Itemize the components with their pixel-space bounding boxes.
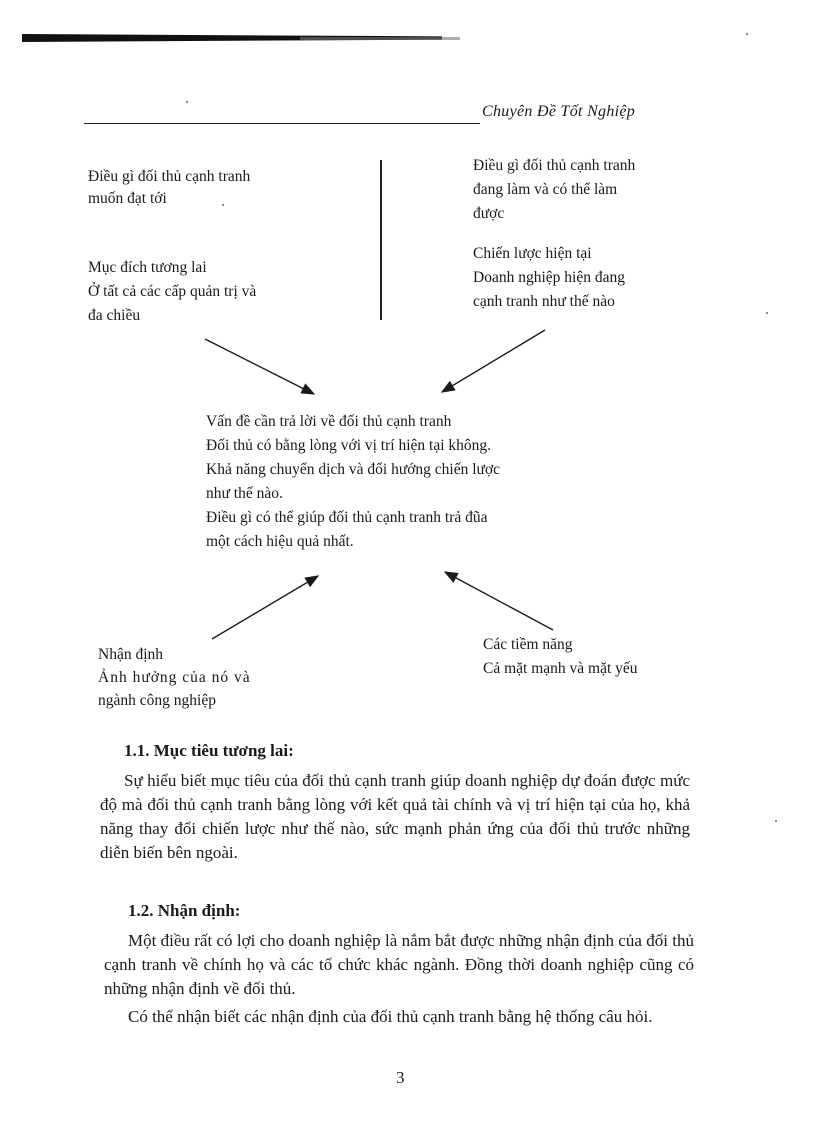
text-line: như thế nào.: [206, 485, 283, 502]
text-line: Ảnh hưởng của nó và: [98, 669, 251, 686]
arrow-bottom-left: [212, 576, 318, 639]
paragraph: Sự hiểu biết mục tiêu của đối thủ cạnh tranh giúp doanh nghiệp dự đoán được mức độ mà đối thủ cạnh tranh bằng lòng với kết quả tài chính và vị trí hiện tại của họ, khả năng thay đổi chiến lược như thế nào, sức mạnh phản ứng của đối thủ trước những diễn biến bên ngoài.: [100, 771, 690, 862]
text-line: Khả năng chuyển dịch và đổi hướng chiến lược: [206, 461, 501, 478]
text-line: Ở tất cả các cấp quản trị và: [88, 283, 257, 300]
text-line: Doanh nghiệp hiện đang: [473, 269, 625, 286]
text-line: Nhận định: [98, 646, 164, 663]
text-line: Chiến lược hiện tại: [473, 245, 592, 262]
paragraph: Có thể nhận biết các nhận định của đối thủ cạnh tranh bằng hệ thống câu hỏi.: [128, 1007, 653, 1026]
text-line: Các tiềm năng: [483, 636, 573, 653]
arrow-bottom-right: [445, 572, 553, 630]
text-line: cạnh tranh như thế nào: [473, 293, 615, 310]
page-number: 3: [396, 1068, 405, 1087]
text-line: Điều gì đối thủ cạnh tranh: [473, 157, 636, 174]
center-question-block: [206, 410, 500, 554]
text-line: đang làm và có thể làm: [473, 181, 618, 198]
text-line: Điều gì có thể giúp đối thủ cạnh tranh trả đũa: [206, 509, 488, 526]
bottom-left-assumptions: [98, 643, 251, 712]
arrow-top-right: [442, 330, 545, 392]
section-body: [100, 769, 690, 865]
text-line: ngành công nghiệp: [98, 692, 216, 709]
text-line: muốn đạt tới: [88, 190, 167, 207]
text-line: đa chiều: [88, 307, 141, 324]
bottom-right-capabilities: [483, 633, 638, 681]
page-header-title: Chuyên Đề Tốt Nghiệp: [482, 103, 636, 120]
text-line: Vấn đề cần trả lời về đối thủ cạnh tranh: [206, 413, 452, 430]
text-line: Đối thủ có bằng lòng với vị trí hiện tại không.: [206, 437, 492, 454]
section-heading: 1.2. Nhận định:: [128, 901, 241, 920]
text-line: Mục đích tương lai: [88, 259, 207, 276]
text-line: Cả mặt mạnh và mặt yếu: [483, 660, 638, 677]
text-line: một cách hiệu quả nhất.: [206, 533, 354, 550]
arrow-top-left: [205, 339, 314, 394]
text-line: Điều gì đối thủ cạnh tranh: [88, 168, 251, 185]
section-body: [104, 929, 694, 1029]
paragraph: Một điều rất có lợi cho doanh nghiệp là nắm bắt được những nhận định của đối thủ cạnh tranh về chính họ và các tổ chức khác ngành. Đồng thời doanh nghiệp cũng có những nhận định về đối thủ.: [104, 931, 694, 998]
section-heading: 1.1. Mục tiêu tương lai:: [124, 741, 294, 760]
text-line: được: [473, 205, 505, 222]
